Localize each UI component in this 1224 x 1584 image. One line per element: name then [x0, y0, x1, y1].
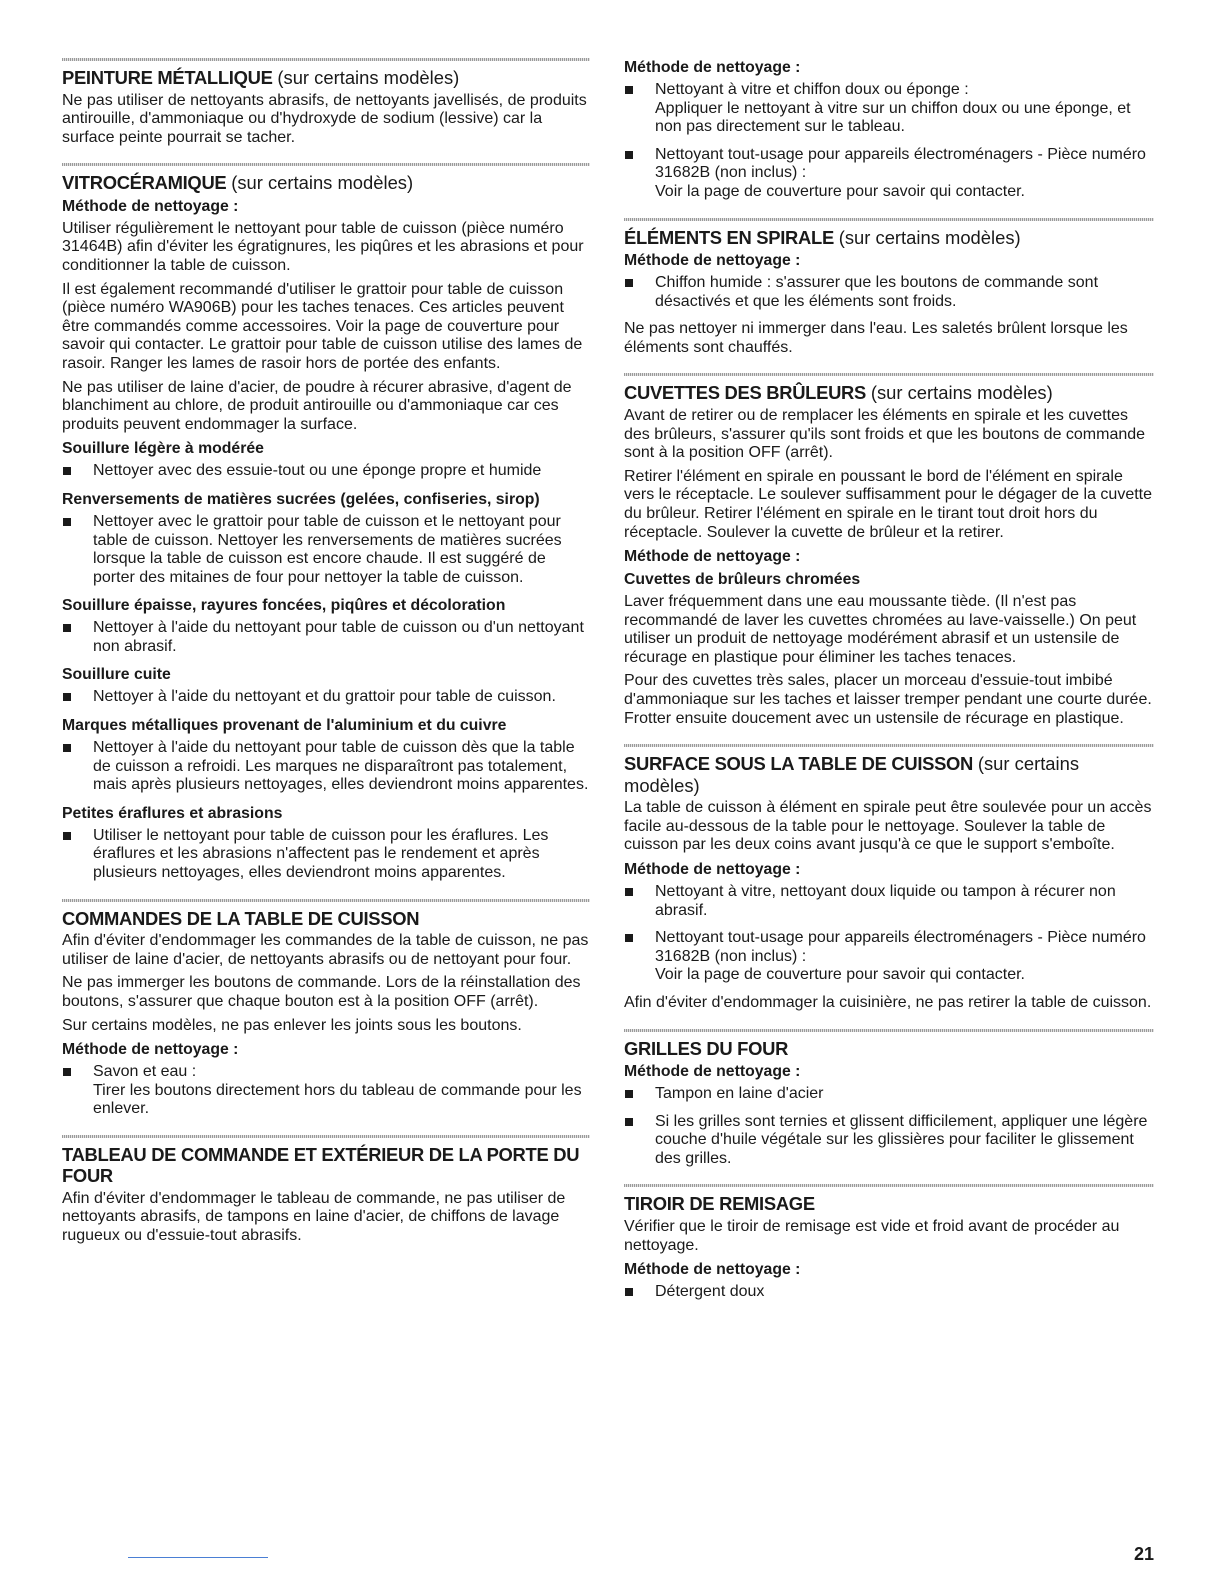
list-item [624, 274, 1154, 311]
list-item-text: Nettoyant tout-usage pour appareils électroménagers - Pièce numéro 31682B (non inclus) : [655, 145, 1146, 182]
paragraph: Laver fréquemment dans une eau moussante tiède. (Il n'est pas recommandé de laver les cuvettes chromées au lave-vaisselle.) On peut utiliser un produit de nettoyage modérément abrasif et un ustensile de récurage en plastique pour éliminer les taches tenaces. [624, 593, 1137, 666]
paragraph: Ne pas utiliser de laine d'acier, de poudre à récurer abrasive, d'agent de blanchiment au chlore, de produit antirouille ou d'ammoniaque car ces produits peuvent endommager la surface. [62, 378, 572, 433]
list-item-text: Nettoyer à l'aide du nettoyant et du grattoir pour table de cuisson. [93, 688, 556, 706]
paragraph: Pour des cuvettes très sales, placer un morceau d'essuie-tout imbibé d'ammoniaque sur les taches et laisser tremper pendant une courte durée. Frotter ensuite doucement avec un ustensile de récurage en plastique. [624, 672, 1152, 727]
right-column [624, 58, 1154, 1318]
section-title-text: COMMANDES DE LA TABLE DE CUISSON [62, 907, 420, 929]
section-tableau-de-commande-et-exterieur-de-la-porte-du-four [62, 1144, 590, 1246]
paragraph: Afin d'éviter d'endommager le tableau de commande, ne pas utiliser de nettoyants abrasifs, de tampons en laine d'acier, de chiffons de lavage rugueux ou d'essuie-tout abrasifs. [62, 1189, 566, 1245]
list-item [624, 929, 1154, 985]
paragraph: Afin d'éviter d'endommager les commandes de la table de cuisson, ne pas utiliser de laine d'acier, de nettoyants abrasifs ou de nettoyant pour four. [62, 932, 589, 968]
square-bullet-icon [63, 693, 71, 701]
bullet-list [62, 1063, 590, 1119]
section-title-text: TABLEAU DE COMMANDE ET EXTÉRIEUR DE LA PORTE DU FOUR [62, 1143, 580, 1187]
section-title [624, 1193, 1154, 1215]
list-item [624, 81, 1154, 137]
list-item [624, 883, 1154, 920]
paragraph: Vérifier que le tiroir de remisage est vide et froid avant de procéder au nettoyage. [624, 1217, 1120, 1254]
section-title [62, 1144, 590, 1187]
list-item-text: Tampon en laine d'acier [655, 1085, 824, 1103]
section-title-text: VITROCÉRAMIQUE [62, 172, 227, 194]
section-title [624, 1038, 1154, 1060]
section-divider [62, 163, 590, 166]
bullet-list [62, 739, 590, 795]
list-item [62, 688, 590, 707]
subheading: Cuvettes de brûleurs chromées [624, 571, 861, 589]
paragraph: Avant de retirer ou de remplacer les éléments en spirale et les cuvettes des brûleurs, s'assurer qu'ils sont froids et que les boutons de commande sont à la position OFF (arrêt). [624, 406, 1146, 462]
square-bullet-icon [63, 624, 71, 632]
bullet-list [624, 1085, 1154, 1168]
square-bullet-icon [625, 1118, 633, 1126]
list-item-text: Nettoyer à l'aide du nettoyant pour table de cuisson ou d'un nettoyant non abrasif. [93, 619, 584, 655]
section-grilles-du-four [624, 1038, 1154, 1169]
section-divider [624, 373, 1154, 376]
square-bullet-icon [625, 934, 633, 942]
list-item [624, 1085, 1154, 1104]
square-bullet-icon [625, 151, 633, 159]
section-divider [624, 1184, 1154, 1187]
list-item-text: Voir la page de couverture pour savoir qui contacter. [655, 966, 1025, 984]
section-commandes-de-la-table-de-cuisson [62, 908, 590, 1119]
list-item-text: Nettoyant à vitre, nettoyant doux liquide ou tampon à récurer non abrasif. [655, 883, 1116, 919]
section-tiroir-de-remisage [624, 1193, 1154, 1301]
square-bullet-icon [63, 467, 71, 475]
section-title-note: (sur certains modèles) [624, 753, 1080, 796]
paragraph: Ne pas utiliser de nettoyants abrasifs, de nettoyants javellisés, de produits antirouille, d'ammoniaque ou d'hydroxyde de sodium (lessive) car la surface peinte pourrait se tacher. [62, 91, 587, 146]
subheading: Renversements de matières sucrées (gelées, confiseries, sirop) [62, 490, 540, 508]
subheading: Méthode de nettoyage : [624, 548, 801, 566]
section-divider [62, 899, 590, 902]
list-item [62, 513, 590, 587]
section-title-text: CUVETTES DES BRÛLEURS [624, 382, 867, 404]
section-title-note: (sur certains modèles) [277, 67, 460, 88]
list-item-text: Nettoyer avec des essuie-tout ou une éponge propre et humide [93, 462, 542, 480]
list-item-text: Nettoyant tout-usage pour appareils électroménagers - Pièce numéro 31682B (non inclus) : [655, 929, 1146, 965]
square-bullet-icon [63, 1068, 71, 1076]
section-divider [62, 1135, 590, 1138]
subheading: Souillure épaisse, rayures foncées, piqûres et décoloration [62, 597, 506, 615]
subheading: Méthode de nettoyage : [624, 59, 801, 76]
square-bullet-icon [63, 832, 71, 840]
list-item-text: Si les grilles sont ternies et glissent difficilement, appliquer une légère couche d'huile végétale sur les glissières pour faciliter le glissement des grilles. [655, 1112, 1148, 1167]
square-bullet-icon [625, 279, 633, 287]
section-continued [624, 58, 1154, 202]
section-elements-en-spirale [624, 227, 1154, 358]
section-title-note: (sur certains modèles) [838, 226, 1021, 248]
paragraph: Afin d'éviter d'endommager la cuisinière, ne pas retirer la table de cuisson. [624, 994, 1152, 1011]
bullet-list [62, 619, 590, 656]
square-bullet-icon [63, 744, 71, 752]
bullet-list [624, 81, 1154, 202]
section-divider [624, 218, 1154, 221]
footer-rule [128, 1557, 268, 1558]
subheading: Petites éraflures et abrasions [62, 804, 283, 822]
section-divider [62, 58, 590, 61]
list-item [62, 739, 590, 795]
bullet-list [62, 513, 590, 587]
subheading: Méthode de nettoyage : [62, 1041, 239, 1059]
section-title [624, 227, 1154, 249]
section-vitroceramique [62, 172, 590, 882]
square-bullet-icon [625, 86, 633, 94]
section-title [624, 382, 1154, 404]
subheading: Souillure légère à modérée [62, 440, 264, 458]
subheading: Méthode de nettoyage : [624, 1261, 801, 1279]
list-item [624, 1113, 1154, 1169]
bullet-list [624, 1283, 1154, 1302]
list-item-text: Utiliser le nettoyant pour table de cuisson pour les éraflures. Les éraflures et les abrasions n'affectent pas le rendement et après plusieurs nettoyages, elles deviendront moins apparentes. [93, 826, 549, 882]
square-bullet-icon [625, 1288, 633, 1296]
paragraph: Il est également recommandé d'utiliser le grattoir pour table de cuisson (pièce numéro WA906B) pour les taches tenaces. Ces articles peuvent être commandés comme accessoires. Voir la page de couverture pour savoir qui contacter. Le grattoir pour table de cuisson utilise des lames de rasoir. Ranger les lames de rasoir hors de portée des enfants. [62, 280, 583, 372]
section-title [62, 67, 590, 89]
subheading: Méthode de nettoyage : [62, 197, 239, 215]
bullet-list [62, 827, 590, 883]
section-divider [624, 744, 1154, 747]
paragraph: Ne pas nettoyer ni immerger dans l'eau. Les saletés brûlent lorsque les éléments sont chauffés. [624, 320, 1128, 356]
section-title-text: PEINTURE MÉTALLIQUE [62, 67, 273, 88]
paragraph: Utiliser régulièrement le nettoyant pour table de cuisson (pièce numéro 31464B) afin d'éviter les égratignures, les piqûres et les abrasions et pour conditionner la table de cuisson. [62, 219, 584, 274]
list-item-text: Détergent doux [655, 1283, 765, 1301]
subheading: Souillure cuite [62, 666, 171, 684]
list-item [62, 462, 590, 481]
bullet-list [624, 274, 1154, 311]
section-title-text: GRILLES DU FOUR [624, 1037, 789, 1059]
paragraph: Retirer l'élément en spirale en poussant le bord de l'élément en spirale vers le réceptacle. Le soulever suffisamment pour le dégager de la cuvette du brûleur. Retirer l'élément en spirale en le tirant tout droit hors du réceptacle. Soulever la cuvette de brûleur et la retirer. [624, 467, 1152, 541]
list-item-text: Appliquer le nettoyant à vitre sur un chiffon doux ou une éponge, et non pas directement sur le tableau. [655, 99, 1131, 136]
section-cuvettes-des-bruleurs [624, 382, 1154, 728]
paragraph: Sur certains modèles, ne pas enlever les joints sous les boutons. [62, 1016, 522, 1034]
section-title [62, 908, 590, 930]
list-item [62, 1063, 590, 1119]
bullet-list [62, 688, 590, 707]
paragraph: Ne pas immerger les boutons de commande. Lors de la réinstallation des boutons, s'assurer que chaque bouton est à la position OFF (arrêt). [62, 974, 581, 1010]
list-item-text: Chiffon humide : s'assurer que les boutons de commande sont désactivés et que les éléments sont froids. [655, 274, 1099, 310]
list-item-text: Tirer les boutons directement hors du tableau de commande pour les enlever. [93, 1081, 582, 1118]
list-item-text: Savon et eau : [93, 1063, 197, 1081]
paragraph: La table de cuisson à élément en spirale peut être soulevée pour un accès facile au-dessous de la table pour le nettoyage. Soulever la table de cuisson par les deux coins avant jusqu'à ce que le support s'emboîte. [624, 799, 1152, 854]
section-title [624, 753, 1154, 796]
section-title-text: SURFACE SOUS LA TABLE DE CUISSON [624, 753, 974, 775]
page-number: 21 [1133, 1544, 1154, 1564]
subheading: Méthode de nettoyage : [624, 252, 801, 270]
section-title-note: (sur certains modèles) [231, 172, 414, 194]
section-title [62, 172, 590, 194]
subheading: Méthode de nettoyage : [624, 861, 801, 879]
list-item [62, 619, 590, 656]
section-title-note: (sur certains modèles) [870, 382, 1053, 404]
section-title-text: ÉLÉMENTS EN SPIRALE [624, 226, 834, 248]
section-peinture-metallique [62, 67, 590, 147]
subheading: Méthode de nettoyage : [624, 1063, 801, 1081]
list-item-text: Nettoyer avec le grattoir pour table de cuisson et le nettoyant pour table de cuisson. Nettoyer les renversements de matières sucrées lorsque la table de cuisson est encore chaude. Il est suggéré de porter des mitaines de four pour nettoyer la table de cuisson. [93, 512, 562, 586]
left-column [62, 58, 590, 1262]
section-surface-sous-la-table-de-cuisson [624, 753, 1154, 1012]
square-bullet-icon [625, 1090, 633, 1098]
list-item [624, 146, 1154, 202]
section-title-text: TIROIR DE REMISAGE [624, 1193, 815, 1215]
list-item [62, 827, 590, 883]
square-bullet-icon [625, 888, 633, 896]
list-item-text: Nettoyer à l'aide du nettoyant pour table de cuisson dès que la table de cuisson a refroidi. Les marques ne disparaîtront pas totalement, mais après plusieurs nettoyages, elles deviendront moins apparentes. [93, 739, 589, 794]
subheading: Marques métalliques provenant de l'aluminium et du cuivre [62, 717, 507, 735]
list-item-text: Voir la page de couverture pour savoir qui contacter. [655, 182, 1025, 200]
bullet-list [62, 462, 590, 481]
square-bullet-icon [63, 518, 71, 526]
list-item-text: Nettoyant à vitre et chiffon doux ou éponge : [655, 81, 969, 98]
bullet-list [624, 883, 1154, 985]
section-divider [624, 1029, 1154, 1032]
list-item [624, 1283, 1154, 1302]
